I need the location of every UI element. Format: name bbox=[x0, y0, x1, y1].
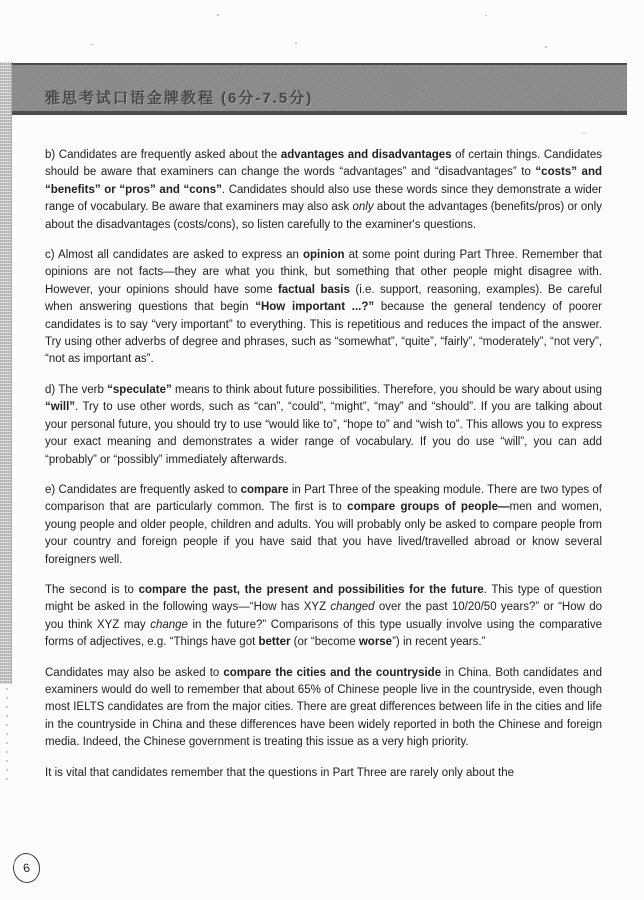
page-number-badge bbox=[11, 851, 43, 885]
text-segment: c) Almost all candidates are asked to express an bbox=[45, 249, 303, 262]
text-segment: “How important ...?” bbox=[255, 301, 375, 314]
text-segment: . Candidates should also use these words since they demonstrate a wider range of vocabulary. Be aware that examiners may also ask bbox=[45, 183, 602, 214]
chapter-title: 雅思考试口语金牌教程 (6分-7.5分) bbox=[45, 90, 314, 107]
text-segment: d) The verb bbox=[45, 383, 108, 396]
text-segment: compare the past, the present and possibilities for the future bbox=[138, 583, 484, 596]
text-segment: (i.e. support, reasoning, examples). Be careful when answering questions that begin bbox=[45, 283, 602, 314]
text-segment: means to think about future possibilities. Therefore, you should be wary about using bbox=[171, 383, 603, 396]
text-segment: “will” bbox=[45, 401, 76, 414]
paragraph bbox=[45, 147, 602, 234]
text-segment: changed bbox=[330, 601, 375, 614]
chapter-header-bar bbox=[12, 63, 627, 115]
paragraph bbox=[45, 247, 602, 369]
text-segment: in China. Both candidates and examiners would do well to remember that about 65% of Chinese people live in the countryside, even though most IELTS candidates are from the major cities. There are great differences between life in the cities and life in the countryside in China and these differences have been widely reported in both the Chinese and foreign media. Indeed, the Chinese government is treating this issue as a very high priority. bbox=[45, 666, 602, 749]
page-number: 6 bbox=[21, 860, 32, 876]
text-segment: Candidates may also be asked to bbox=[45, 666, 224, 679]
text-segment: compare groups of people— bbox=[347, 501, 510, 514]
text-segment: “costs” and “benefits” or “pros” and “cons” bbox=[45, 166, 602, 196]
scan-speck bbox=[583, 132, 585, 134]
text-segment: in the future?” Comparisons of this type usually involve using the comparative forms of adjectives, e.g. “Things have got bbox=[45, 618, 602, 649]
text-segment: because the general tendency of poorer candidates is to say “very important” to everything. This is repetitious and reduces the impact of the answer. Try using other adverbs of degree and phrases, such as “somewhat”, “quite”, “fairly”, “moderately”, “not very”, “not as important as”. bbox=[45, 301, 602, 366]
paragraph bbox=[45, 382, 602, 469]
page-binding-tail bbox=[6, 688, 8, 780]
text-segment: worse bbox=[358, 636, 393, 649]
text-segment: ”) in recent years.” bbox=[392, 636, 486, 649]
text-segment: factual basis bbox=[277, 283, 350, 296]
page-binding-strip bbox=[0, 62, 12, 684]
text-segment: The second is to bbox=[45, 583, 139, 596]
scan-speck bbox=[545, 46, 547, 48]
text-segment: . This type of question might be asked in the following ways—“How has XYZ bbox=[45, 583, 602, 614]
text-segment: advantages and disadvantages bbox=[280, 149, 452, 161]
text-segment: better bbox=[258, 636, 291, 649]
paragraph bbox=[45, 482, 602, 569]
body-text bbox=[45, 147, 602, 795]
text-segment: of certain things. Candidates should be aware that examiners can change the words “advantages” and “disadvantages” to bbox=[45, 149, 602, 179]
text-segment: e) Candidates are frequently asked to bbox=[45, 483, 241, 496]
text-segment: only bbox=[352, 201, 374, 214]
text-segment: about the advantages (benefits/pros) or only about the disadvantages (costs/cons), so listen carefully to the examiner's questions. bbox=[45, 201, 602, 231]
text-segment: (or “become bbox=[290, 636, 359, 649]
text-segment: compare bbox=[240, 483, 289, 496]
text-segment: change bbox=[150, 618, 188, 631]
paragraph bbox=[45, 582, 602, 652]
paragraph bbox=[45, 665, 602, 752]
scan-speck bbox=[90, 44, 93, 45]
text-segment: compare the cities and the countryside bbox=[223, 666, 442, 679]
scan-speck bbox=[217, 14, 219, 16]
text-segment: . Try to use other words, such as “can”, “could”, “might”, “may” and “should”. If you are talking about your personal future, you should try to use “would like to”, “hope to” and “wish to”. This allows you to express your exact meaning and demonstrates a wider range of vocabulary. If you do use “will”, you can add “probably” or “possibly” immediately afterwards. bbox=[45, 401, 602, 466]
text-segment: over the past 10/20/50 years?” or “How do you think XYZ may bbox=[45, 601, 602, 631]
scan-speck bbox=[295, 42, 297, 44]
text-segment: “speculate” bbox=[107, 383, 172, 396]
text-segment: at some point during Part Three. Remember that opinions are not facts—they are what you think, but something that other people might disagree with. However, your opinions should have some bbox=[45, 249, 603, 296]
text-segment: It is vital that candidates remember that the questions in Part Three are rarely only about the bbox=[45, 766, 514, 779]
text-segment: opinion bbox=[302, 249, 345, 262]
scan-speck bbox=[485, 15, 487, 16]
text-segment: in Part Three of the speaking module. There are two types of comparison that are particularly common. The first is to bbox=[45, 483, 603, 514]
text-segment: men and women, young people and older people, children and adults. You will probably only be asked to compare people from your country and foreign people if you have said that you have lived/travelled abroad or know several foreigners well. bbox=[45, 501, 602, 566]
paragraph bbox=[45, 765, 602, 782]
text-segment: b) Candidates are frequently asked about the bbox=[45, 149, 281, 161]
